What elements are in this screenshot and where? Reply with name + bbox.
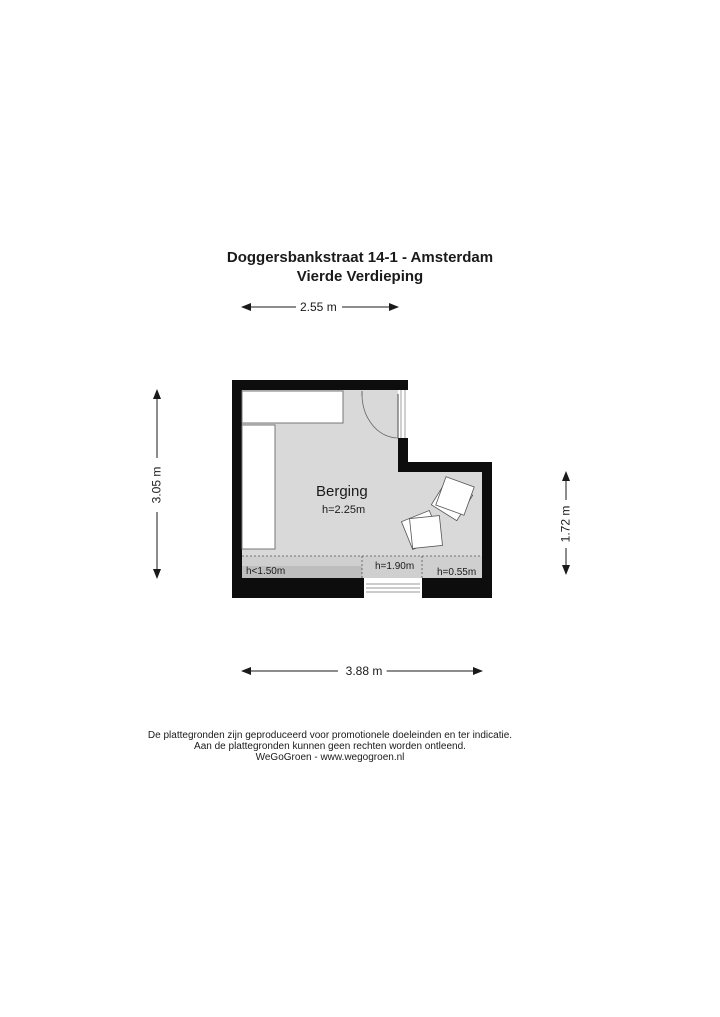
- dimension-right: 1.72 m: [558, 502, 572, 547]
- disclaimer-line-1: De plattegronden zijn geproduceerd voor promotionele doeleinden en ter indicatie.: [147, 730, 513, 741]
- dimension-bottom: 3.88 m: [342, 664, 387, 678]
- shelf-left: [242, 425, 275, 549]
- plan-title: Doggersbankstraat 14-1 - Amsterdam: [226, 249, 494, 266]
- floor-name: Vierde Verdieping: [296, 268, 424, 285]
- height-left: h<1.50m: [246, 566, 286, 577]
- shelf-top: [242, 391, 343, 423]
- disclaimer-line-2: Aan de plattegronden kunnen geen rechten worden ontleend.: [194, 741, 466, 752]
- height-right: h=0.55m: [437, 567, 477, 578]
- height-middle: h=1.90m: [375, 561, 415, 572]
- company-credit: WeGoGroen - www.wegogroen.nl: [255, 752, 405, 763]
- door-opening: [398, 390, 408, 438]
- room-name: Berging: [316, 483, 368, 500]
- dimension-top: 2.55 m: [296, 300, 341, 314]
- dimension-left: 3.05 m: [149, 463, 163, 508]
- room-height: h=2.25m: [322, 504, 366, 516]
